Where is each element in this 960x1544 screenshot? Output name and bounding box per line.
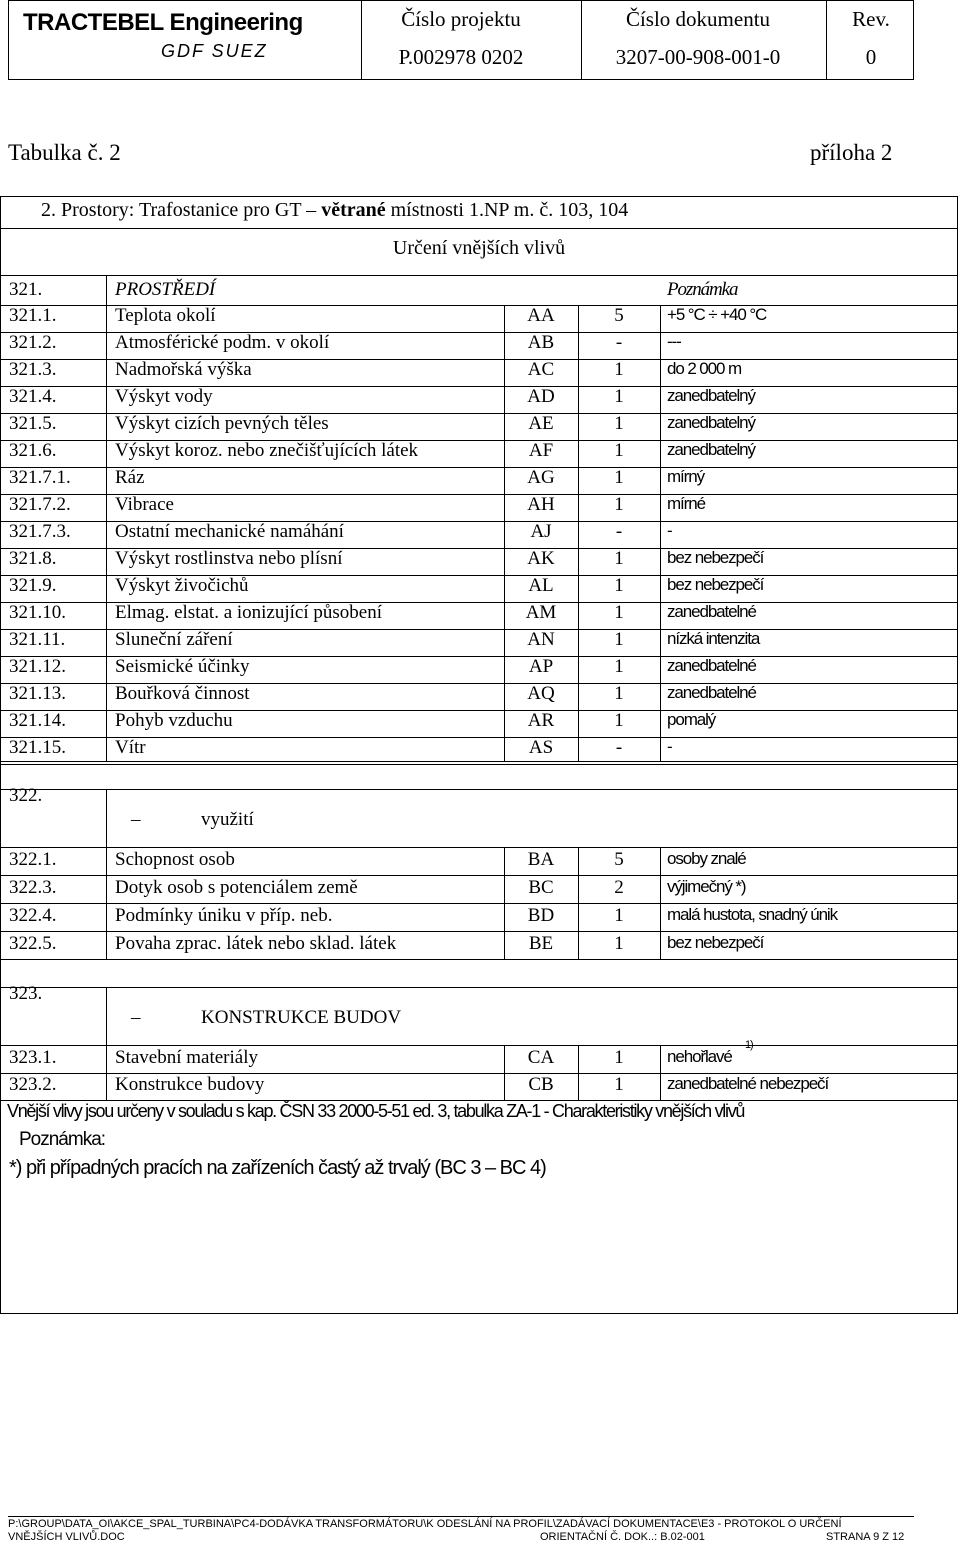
- revision-cell: [826, 1, 915, 79]
- document-header: [8, 0, 914, 80]
- class-code: AD: [527, 386, 555, 407]
- document-value: 3207-00-908-001-0: [615, 45, 781, 69]
- note-value: mírné: [667, 494, 705, 513]
- grid-line: [1, 305, 957, 306]
- grid-line: [1, 602, 957, 603]
- project-value: P.002978 0202: [398, 45, 524, 69]
- influence-name: Podmínky úniku v příp. neb.: [115, 905, 333, 926]
- note-value: výjimečný *): [667, 877, 746, 896]
- class-code: AM: [525, 602, 557, 623]
- influence-name: Výskyt koroz. nebo znečišťujících látek: [115, 440, 419, 461]
- grid-line: [1, 683, 957, 684]
- group-name: KONSTRUKCE BUDOV: [201, 1007, 402, 1028]
- influence-code: 322.4.: [9, 905, 57, 926]
- class-code: AC: [527, 359, 555, 380]
- note-value: nízká intenzita: [667, 629, 760, 648]
- grid-line: [1, 875, 957, 876]
- footnote-marker: 1): [745, 1039, 753, 1051]
- compliance-note: Vnější vlivy jsou určeny v souladu s kap. ČSN 33 2000-5-51 ed. 3, tabulka ZA-1 - Charakteristiky vnějších vlivů: [7, 1101, 745, 1121]
- company-logo: TRACTEBEL Engineering: [23, 9, 303, 36]
- influence-code: 321.3.: [9, 359, 57, 380]
- grid-line: [1, 656, 957, 657]
- influence-code: 321.5.: [9, 413, 57, 434]
- note-value: -: [667, 521, 672, 540]
- grid-line: [660, 1045, 661, 1100]
- influence-code: 323.1.: [9, 1047, 57, 1068]
- group-code: 323.: [9, 983, 43, 1004]
- influence-name: Elmag. elstat. a ionizující působení: [115, 602, 382, 623]
- note-value: ---: [667, 332, 681, 351]
- grid-line: [578, 1045, 579, 1100]
- class-code: AA: [527, 305, 555, 326]
- group-name: využití: [201, 809, 254, 830]
- footer-rule: [8, 1516, 914, 1517]
- group-name: PROSTŘEDÍ: [115, 279, 216, 300]
- grid-line: [1, 789, 957, 790]
- grid-line: [1, 494, 957, 495]
- class-number: -: [615, 521, 623, 542]
- influence-name: Bouřková činnost: [115, 683, 250, 704]
- class-number: 1: [614, 683, 624, 704]
- influence-code: 322.1.: [9, 849, 57, 870]
- influence-code: 321.7.1.: [9, 467, 71, 488]
- class-code: AG: [527, 467, 555, 488]
- influence-code: 321.9.: [9, 575, 57, 596]
- note-value: malá hustota, snadný únik: [667, 905, 838, 924]
- grid-line: [1, 1045, 957, 1046]
- class-number: 5: [614, 305, 624, 326]
- note-value: mírný: [667, 467, 705, 486]
- note-value: bez nebezpečí: [667, 933, 764, 952]
- grid-line: [106, 789, 107, 959]
- class-code: AS: [528, 737, 554, 758]
- grid-line: [578, 847, 579, 959]
- class-number: 1: [614, 710, 624, 731]
- grid-line: [1, 440, 957, 441]
- class-number: 1: [614, 933, 624, 954]
- class-code: AK: [527, 548, 555, 569]
- influence-name: Vibrace: [115, 494, 174, 515]
- grid-line: [1, 710, 957, 711]
- class-number: 1: [614, 467, 624, 488]
- grid-line: [660, 305, 661, 761]
- class-code: AQ: [527, 683, 555, 704]
- grid-line: [1, 359, 957, 360]
- influence-code: 321.11.: [9, 629, 66, 650]
- document-number-cell: [581, 1, 814, 79]
- table-number: Tabulka č. 2: [8, 140, 121, 165]
- note-text: *) při případných pracích na zařízeních častý až trvalý (BC 3 – BC 4): [9, 1157, 546, 1179]
- grid-line: [1, 575, 957, 576]
- influence-name: Výskyt cizích pevných těles: [115, 413, 329, 434]
- note-value: zanedbatelné: [667, 602, 756, 621]
- grid-line: [504, 1045, 505, 1100]
- footer-page-number: STRANA 9 Z 12: [826, 1531, 905, 1543]
- note-header: Poznámka: [667, 279, 738, 300]
- class-code: AH: [527, 494, 555, 515]
- grid-line: [1, 959, 957, 960]
- influence-name: Ostatní mechanické namáhání: [115, 521, 344, 542]
- revision-value: 0: [865, 45, 877, 69]
- influence-code: 321.4.: [9, 386, 57, 407]
- influence-name: Konstrukce budovy: [115, 1074, 265, 1095]
- class-code: BE: [528, 933, 554, 954]
- influence-code: 321.13.: [9, 683, 66, 704]
- group-code: 321.: [9, 279, 43, 300]
- class-number: 1: [614, 440, 624, 461]
- note-value: do 2 000 m: [667, 359, 742, 378]
- grid-line: [1, 847, 957, 848]
- influence-name: Ráz: [115, 467, 145, 488]
- note-value: pomalý: [667, 710, 716, 729]
- influence-code: 321.2.: [9, 332, 57, 353]
- grid-line: [106, 275, 107, 761]
- note-value: -: [667, 737, 672, 756]
- influence-code: 321.7.3.: [9, 521, 71, 542]
- class-code: BA: [527, 849, 555, 870]
- class-code: CA: [527, 1047, 555, 1068]
- grid-line: [106, 987, 107, 1100]
- class-number: 1: [614, 656, 624, 677]
- note-value: zanedbatelný: [667, 386, 755, 405]
- appendix-label: příloha 2: [810, 140, 893, 165]
- grid-line: [1, 467, 957, 468]
- grid-line: [1, 761, 957, 762]
- influence-name: Schopnost osob: [115, 849, 235, 870]
- influence-name: Výskyt vody: [115, 386, 213, 407]
- grid-line: [1, 1073, 957, 1074]
- class-number: 1: [614, 629, 624, 650]
- grid-line: [1, 987, 957, 988]
- grid-line: [1, 737, 957, 738]
- class-code: AF: [528, 440, 554, 461]
- class-number: 1: [614, 905, 624, 926]
- class-code: AR: [527, 710, 555, 731]
- class-code: BC: [528, 877, 554, 898]
- class-code: CB: [528, 1074, 554, 1095]
- grid-line: [1, 931, 957, 932]
- influence-name: Dotyk osob s potenciálem země: [115, 877, 358, 898]
- class-code: AB: [527, 332, 555, 353]
- note-value: zanedbatelný: [667, 413, 755, 432]
- class-code: AN: [527, 629, 555, 650]
- grid-line: [1, 1100, 957, 1101]
- class-number: 1: [614, 359, 624, 380]
- class-number: 1: [614, 1047, 624, 1068]
- table-subtitle: Určení vnějších vlivů: [392, 237, 566, 259]
- project-label: Číslo projektu: [401, 7, 521, 31]
- grid-line: [1, 521, 957, 522]
- group-dash: –: [131, 809, 141, 830]
- note-value: zanedbatelný: [667, 440, 755, 459]
- grid-line: [1, 413, 957, 414]
- class-code: AJ: [530, 521, 552, 542]
- grid-line: [1, 629, 957, 630]
- grid-line: [1, 332, 957, 333]
- influence-code: 323.2.: [9, 1074, 57, 1095]
- influence-code: 321.10.: [9, 602, 66, 623]
- influence-name: Teplota okolí: [115, 305, 216, 326]
- footer-path-line1: P:\GROUP\DATA_OI\AKCE_SPAL_TURBINA\PC4-DODÁVKA TRANSFORMÁTORU\K ODESLÁNÍ NA PROFIL\ZADÁVACÍ DOKUMENTACE\E3 - PROTOKOL O URČENÍ: [8, 1518, 842, 1530]
- influence-name: Nadmořská výška: [115, 359, 252, 380]
- class-number: -: [615, 737, 623, 758]
- influence-code: 321.1.: [9, 305, 57, 326]
- grid-line: [504, 847, 505, 959]
- class-number: 5: [614, 849, 624, 870]
- grid-line: [1, 228, 957, 229]
- class-code: BD: [527, 905, 555, 926]
- class-code: AE: [528, 413, 554, 434]
- grid-line: [578, 305, 579, 761]
- group-dash: –: [131, 1007, 141, 1028]
- section-title-bold: větrané: [321, 199, 386, 221]
- footer-doc-ref: ORIENTAČNÍ Č. DOK..: B.02-001: [540, 1531, 705, 1543]
- class-number: 1: [614, 1074, 624, 1095]
- influence-name: Povaha zprac. látek nebo sklad. látek: [115, 933, 397, 954]
- influence-name: Vítr: [115, 737, 146, 758]
- note-label: Poznámka:: [19, 1129, 106, 1150]
- revision-label: Rev.: [852, 7, 890, 31]
- influence-code: 321.7.2.: [9, 494, 71, 515]
- class-number: 1: [614, 602, 624, 623]
- influence-name: Sluneční záření: [115, 629, 233, 650]
- document-label: Číslo dokumentu: [625, 7, 771, 31]
- influence-name: Seismické účinky: [115, 656, 250, 677]
- company-logo-sub: GDF SUEZ: [161, 41, 268, 61]
- note-value: bez nebezpečí: [667, 548, 764, 567]
- external-influences-table: [0, 196, 958, 1314]
- class-code: AL: [528, 575, 554, 596]
- class-number: 2: [614, 877, 624, 898]
- grid-line: [1, 548, 957, 549]
- class-number: 1: [614, 494, 624, 515]
- influence-code: 321.14.: [9, 710, 66, 731]
- class-number: -: [615, 332, 623, 353]
- note-value: bez nebezpečí: [667, 575, 764, 594]
- influence-code: 322.3.: [9, 877, 57, 898]
- influence-code: 321.15.: [9, 737, 66, 758]
- section-title-pre: 2. Prostory: Trafostanice pro GT –: [41, 199, 322, 221]
- grid-line: [1, 275, 957, 276]
- influence-name: Výskyt živočichů: [115, 575, 249, 596]
- class-number: 1: [614, 575, 624, 596]
- project-number-cell: [361, 1, 560, 79]
- class-number: 1: [614, 386, 624, 407]
- grid-line: [1, 764, 957, 765]
- grid-line: [1, 903, 957, 904]
- section-title: [41, 199, 628, 222]
- note-value: zanedbatelné nebezpečí: [667, 1074, 829, 1093]
- influence-name: Atmosférické podm. v okolí: [115, 332, 330, 353]
- group-code: 322.: [9, 785, 43, 806]
- grid-line: [504, 305, 505, 761]
- class-number: 1: [614, 548, 624, 569]
- note-value: zanedbatelné: [667, 683, 756, 702]
- influence-code: 321.8.: [9, 548, 57, 569]
- grid-line: [660, 847, 661, 959]
- influence-name: Pohyb vzduchu: [115, 710, 233, 731]
- footer-path-line2: VNĚJŠÍCH VLIVŮ.DOC: [8, 1531, 125, 1543]
- influence-code: 321.12.: [9, 656, 66, 677]
- influence-code: 322.5.: [9, 933, 57, 954]
- note-value: +5 °C ÷ +40 °C: [667, 305, 767, 324]
- note-value: nehořlavé: [667, 1047, 732, 1066]
- class-number: 1: [614, 413, 624, 434]
- note-value: zanedbatelné: [667, 656, 756, 675]
- note-value: osoby znalé: [667, 849, 746, 868]
- grid-line: [1, 386, 957, 387]
- influence-name: Stavební materiály: [115, 1047, 258, 1068]
- influence-code: 321.6.: [9, 440, 57, 461]
- section-title-post: místnosti 1.NP m. č. 103, 104: [385, 199, 629, 221]
- influence-name: Výskyt rostlinstva nebo plísní: [115, 548, 343, 569]
- class-code: AP: [528, 656, 554, 677]
